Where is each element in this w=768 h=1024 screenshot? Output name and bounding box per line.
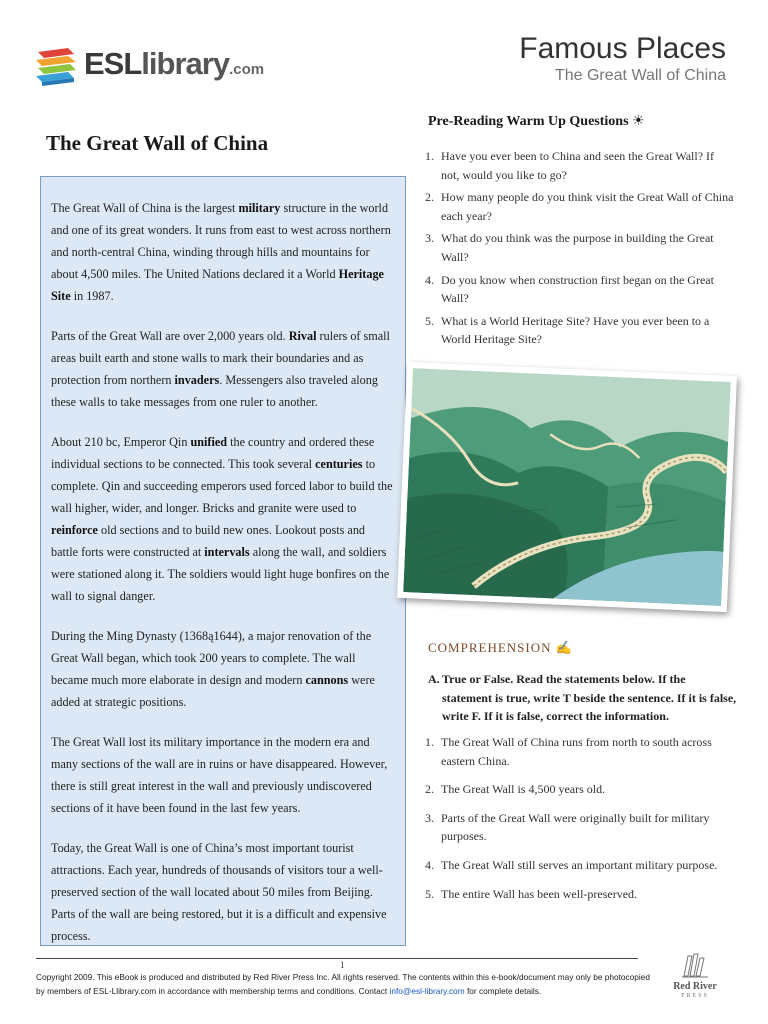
footer-divider: [36, 958, 638, 959]
copyright-notice: Copyright 2009. This eBook is produced and distributed by Red River Press Inc. All rights reserved. The contents within this e-book/document may only be photocopied by members of ESL-Llibrary.com in accordance with membership terms and conditions. Contact info@esl-library.com for complete details.: [36, 972, 650, 996]
publisher-sub: PRESS: [681, 993, 709, 999]
paragraph-1: The Great Wall of China is the largest military structure in the world and one of its great wonders. It runs from east to west across northern and north-central China, winding through hills and mountains for about 4,500 miles. The United Nations declared it a World Heritage Site in 1987.: [51, 201, 391, 303]
header-subtitle: The Great Wall of China: [554, 67, 726, 84]
list-item: 3. What do you think was the purpose in building the Great Wall?: [425, 231, 714, 264]
list-item: 2. The Great Wall is 4,500 years old.: [425, 782, 606, 797]
great-wall-drawing: [403, 368, 730, 606]
page-number: 1: [340, 960, 345, 970]
stacked-books-icon: [34, 46, 78, 90]
comprehension-instruction: A. True or False. Read the statements below. If the statement is true, write T beside the sentence. If it is false, write F. If it is false, correct the information.: [428, 672, 737, 724]
list-item: 1. The Great Wall of China runs from north to south across eastern China.: [425, 735, 712, 768]
list-item: 5. What is a World Heritage Site? Have you ever been to a World Heritage Site?: [425, 313, 710, 347]
comprehension-heading: COMPREHENSION ✍: [428, 640, 572, 655]
great-wall-illustration: [397, 362, 737, 612]
list-item: 4. Do you know when construction first began on the Great Wall?: [425, 272, 714, 306]
publisher-name: Red River: [673, 981, 717, 992]
sun-icon: ☀: [632, 114, 645, 129]
logo-wordmark: ESLlibrary.com: [84, 46, 265, 81]
warmup-questions: [425, 147, 735, 353]
article-title: The Great Wall of China: [46, 131, 269, 155]
pencil-icon: ✍: [555, 640, 572, 655]
comprehension-statements: [425, 733, 735, 913]
paragraph-4: During the Ming Dynasty (1368ą1644), a major renovation of the Great Wall began, which took 200 years to complete. The wall became much more elaborate in design and modern cannons were added at strategic positions.: [51, 629, 375, 709]
paragraph-5: The Great Wall lost its military importance in the modern era and many sections of the wall are in ruins or have disappeared. However, there is still great interest in the wall and previously undiscovered sections of it have been found in the last few years.: [51, 735, 388, 815]
paragraph-3: About 210 bc, Emperor Qin unified the country and ordered these individual sections to be connected. This took several centuries to complete. Qin and succeeding emperors used forced labor to build the wall higher, wider, and longer. Bricks and granite were used to reinforce old sections and to build new ones. Lookout posts and battle forts were constructed at intervals along the wall, and soldiers were stationed along it. The soldiers would light huge bonfires on the wall to signal danger.: [51, 435, 393, 603]
header-title: Famous Places: [519, 32, 726, 65]
paragraph-6: Today, the Great Wall is one of China’s most important tourist attractions. Each year, hundreds of thousands of visitors tour a well-preserved section of the wall located about 50 miles from Beijing. Parts of the wall are being restored, but it is a difficult and expensive process.: [51, 841, 387, 943]
esl-library-logo: [34, 44, 274, 94]
list-item: 1. Have you ever been to China and seen the Great Wall? If not, would you like to go?: [425, 149, 715, 182]
contact-email-link[interactable]: info@esl-library.com: [389, 986, 465, 996]
paragraph-2: Parts of the Great Wall are over 2,000 years old. Rival rulers of small areas built earth and stone walls to mark their boundaries and as protection from northern invaders. Messengers also traveled along these walls to take messages from one ruler to another.: [51, 329, 390, 409]
list-item: 2. How many people do you think visit the Great Wall of China each year?: [425, 190, 734, 223]
books-icon: [680, 950, 710, 980]
warmup-heading: Pre-Reading Warm Up Questions ☀: [428, 114, 645, 129]
reading-passage: [40, 176, 406, 946]
list-item: 5. The entire Wall has been well-preserved.: [425, 886, 638, 901]
list-item: 3. Parts of the Great Wall were originally built for military purposes.: [425, 810, 710, 844]
red-river-press-logo: [664, 950, 724, 1000]
list-item: 4. The Great Wall still serves an important military purpose.: [425, 857, 718, 872]
